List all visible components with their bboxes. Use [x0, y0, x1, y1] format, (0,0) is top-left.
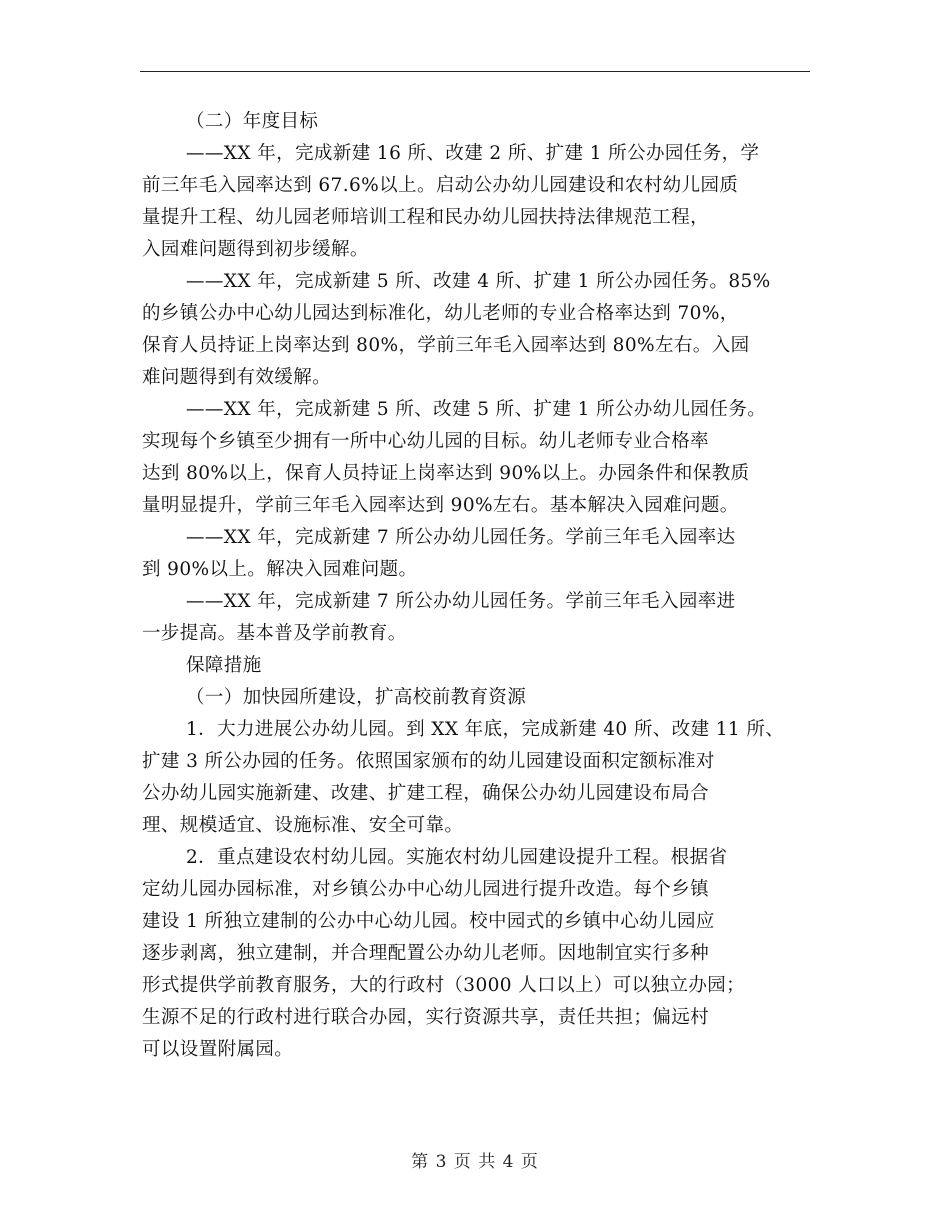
- text-line: 的乡镇公办中心幼儿园达到标准化，幼儿老师的专业合格率达到 70%，: [142, 303, 739, 324]
- text-line: ——XX 年，完成新建 16 所、改建 2 所、扩建 1 所公办园任务，学: [186, 143, 760, 164]
- text-line: 前三年毛入园率达到 67.6%以上。启动公办幼儿园建设和农村幼儿园质: [142, 175, 739, 196]
- text-line: 1．大力进展公办幼儿园。到 XX 年底，完成新建 40 所、改建 11 所、: [186, 719, 785, 740]
- text-line: （一）加快园所建设，扩高校前教育资源: [186, 687, 527, 708]
- text-line: 量提升工程、幼儿园老师培训工程和民办幼儿园扶持法律规范工程，: [142, 207, 710, 228]
- text-line: 扩建 3 所公办园的任务。依照国家颁布的幼儿园建设面积定额标准对: [142, 751, 715, 772]
- document-body: [142, 106, 822, 1066]
- text-line: 建设 1 所独立建制的公办中心幼儿园。校中园式的乡镇中心幼儿园应: [142, 911, 715, 932]
- text-line: 理、规模适宜、设施标准、安全可靠。: [142, 815, 464, 836]
- page-footer: 第 3 页 共 4 页: [411, 1152, 539, 1172]
- text-line: 可以设置附属园。: [142, 1039, 294, 1060]
- text-line: 难问题得到有效缓解。: [142, 367, 332, 388]
- text-line: ——XX 年，完成新建 7 所公办幼儿园任务。学前三年毛入园率进: [186, 591, 736, 612]
- text-line: 定幼儿园办园标准，对乡镇公办中心幼儿园进行提升改造。每个乡镇: [142, 879, 710, 900]
- text-line: 达到 80%以上，保育人员持证上岗率达到 90%以上。办园条件和保教质: [142, 463, 750, 484]
- text-line: 到 90%以上。解决入园难问题。: [142, 559, 418, 580]
- text-line: 生源不足的行政村进行联合办园，实行资源共享，责任共担；偏远村: [142, 1007, 710, 1028]
- text-line: （二）年度目标: [186, 111, 319, 132]
- text-line: 一步提高。基本普及学前教育。: [142, 623, 407, 644]
- text-line: ——XX 年，完成新建 7 所公办幼儿园任务。学前三年毛入园率达: [186, 527, 736, 548]
- text-line: 公办幼儿园实施新建、改建、扩建工程，确保公办幼儿园建设布局合: [142, 783, 710, 804]
- text-line: 量明显提升，学前三年毛入园率达到 90%左右。基本解决入园难问题。: [142, 495, 739, 516]
- text-line: 逐步剥离，独立建制，并合理配置公办幼儿老师。因地制宜实行多种: [142, 943, 710, 964]
- text-line: 实现每个乡镇至少拥有一所中心幼儿园的目标。幼儿老师专业合格率: [142, 431, 710, 452]
- header-rule: [140, 71, 810, 72]
- text-line: 2．重点建设农村幼儿园。实施农村幼儿园建设提升工程。根据省: [186, 847, 728, 868]
- text-line: ——XX 年，完成新建 5 所、改建 5 所、扩建 1 所公办幼儿园任务。: [186, 399, 767, 420]
- text-line: ——XX 年，完成新建 5 所、改建 4 所、扩建 1 所公办园任务。85%: [186, 271, 771, 292]
- text-line: 保障措施: [186, 655, 262, 676]
- text-line: 形式提供学前教育服务，大的行政村（3000 人口以上）可以独立办园；: [142, 975, 746, 996]
- text-line: 入园难问题得到初步缓解。: [142, 239, 369, 260]
- text-line: 保育人员持证上岗率达到 80%，学前三年毛入园率达到 80%左右。入园: [142, 335, 750, 356]
